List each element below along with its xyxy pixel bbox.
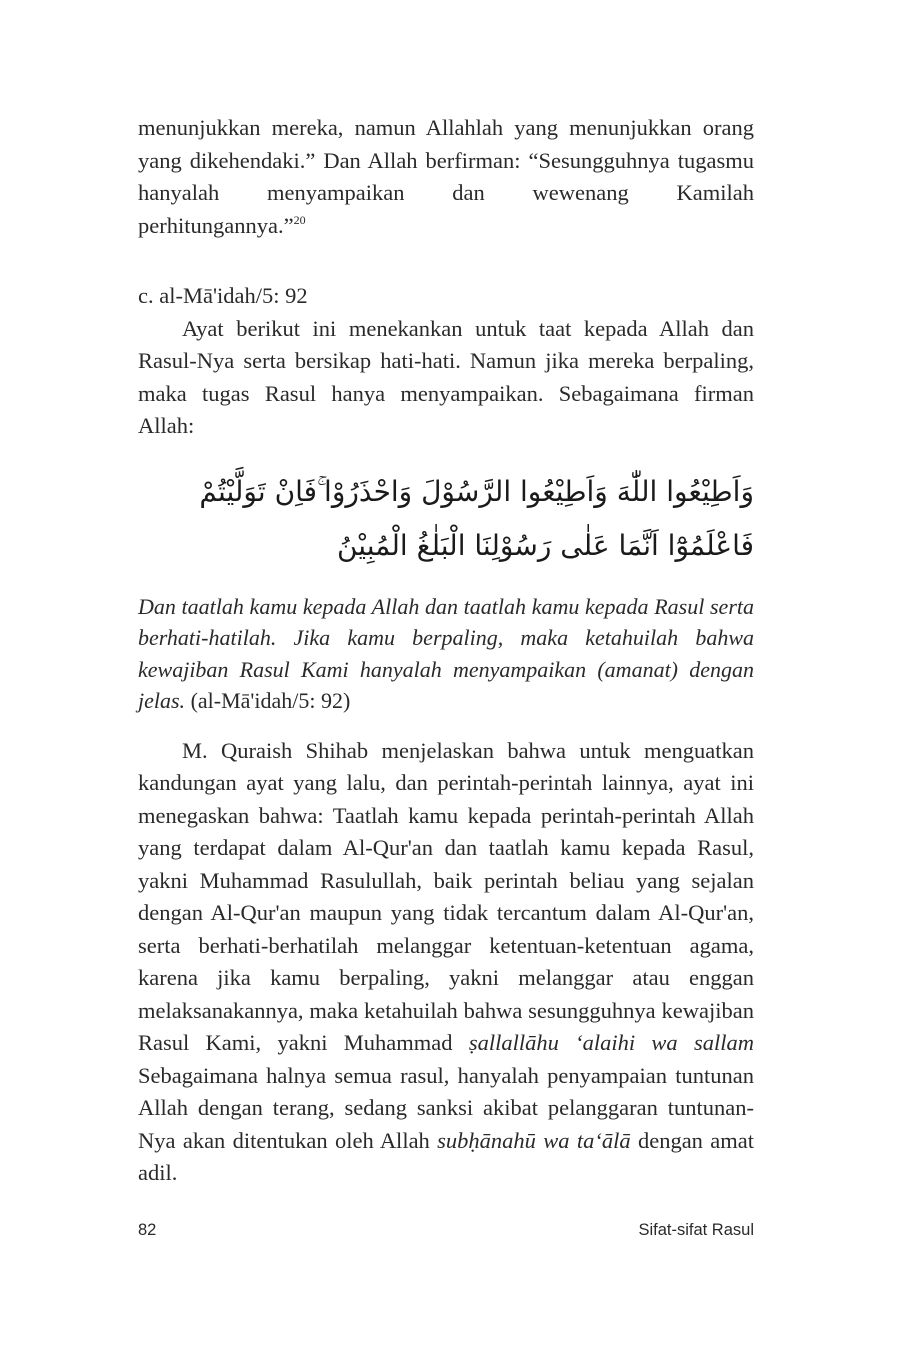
honorific-subhanahu: subḥānahū wa ta‘ālā [437, 1127, 631, 1153]
page-footer [138, 1221, 754, 1245]
commentary-part2: Sebagaimana halnya semua rasul, hanyalah penyampaian tuntunan Allah dengan terang, sedang sanksi akibat pelanggaran tuntunan-Nya akan ditentukan oleh Allah [138, 1062, 754, 1153]
arabic-verse: وَاَطِيْعُوا اللّٰهَ وَاَطِيْعُوا الرَّسُوْلَ وَاحْذَرُوْا ۚفَاِنْ تَوَلَّيْتُمْ فَاعْلَمُوْٓا اَنَّمَا عَلٰى رَسُوْلِنَا الْبَلٰغُ الْمُبِيْنُ [199, 474, 754, 562]
translation-citation: (al-Mā'idah/5: 92) [185, 688, 351, 713]
intro-paragraph-text: menunjukkan mereka, namun Allahlah yang menunjukkan orang yang dikehendaki.” Dan Allah berfirman: “Sesungguhnya tugasmu hanyalah menyampaikan dan wewenang Kamilah perhitungannya.” [138, 115, 754, 238]
commentary-part3: dengan amat adil. [138, 1127, 754, 1185]
commentary-part1: M. Quraish Shihab menjelaskan bahwa untuk menguatkan kandungan ayat yang lalu, dan perintah-perintah lainnya, ayat ini menegaskan bahwa: Taatlah kamu kepada perintah-perintah Allah yang terdapat dalam Al-Qur'an dan taatlah kamu kepada Rasul, yakni Muhammad Rasulullah, baik perintah beliau yang sejalan dengan Al-Qur'an maupun yang tidak tercantum dalam Al-Qur'an, serta berhati-berhatilah melanggar ketentuan-ketentuan agama, karena jika kamu berpaling, yakni melanggar atau enggan melaksanakannya, maka ketahuilah bahwa sesungguhnya kewajiban Rasul Kami, yakni Muhammad [138, 737, 754, 1055]
honorific-salawat: ṣallallāhu ‘alaihi wa sallam [468, 1030, 754, 1055]
footnote-ref[interactable]: 20 [293, 212, 306, 227]
section-intro: Ayat berikut ini menekankan untuk taat kepada Allah dan Rasul-Nya serta bersikap hati-hati. Namun jika mereka berpaling, maka tugas Rasul hanya menyampaikan. Sebagaimana firman Allah: [138, 315, 754, 438]
page-number: 82 [138, 1221, 157, 1239]
intro-paragraph [138, 112, 754, 242]
page-content [138, 112, 754, 1190]
translation-italic: Dan taatlah kamu kepada Allah dan taatlah kamu kepada Rasul serta berhati-hatilah. Jika kamu berpaling, maka ketahuilah bahwa kewajiban Rasul Kami hanyalah menyampaikan (amanat) dengan jelas. [138, 593, 754, 713]
verse-translation [138, 591, 754, 717]
running-title: Sifat-sifat Rasul [638, 1221, 754, 1239]
section-label: c. al-Mā'idah/5: 92 [138, 283, 308, 308]
commentary-paragraph [138, 735, 754, 1190]
